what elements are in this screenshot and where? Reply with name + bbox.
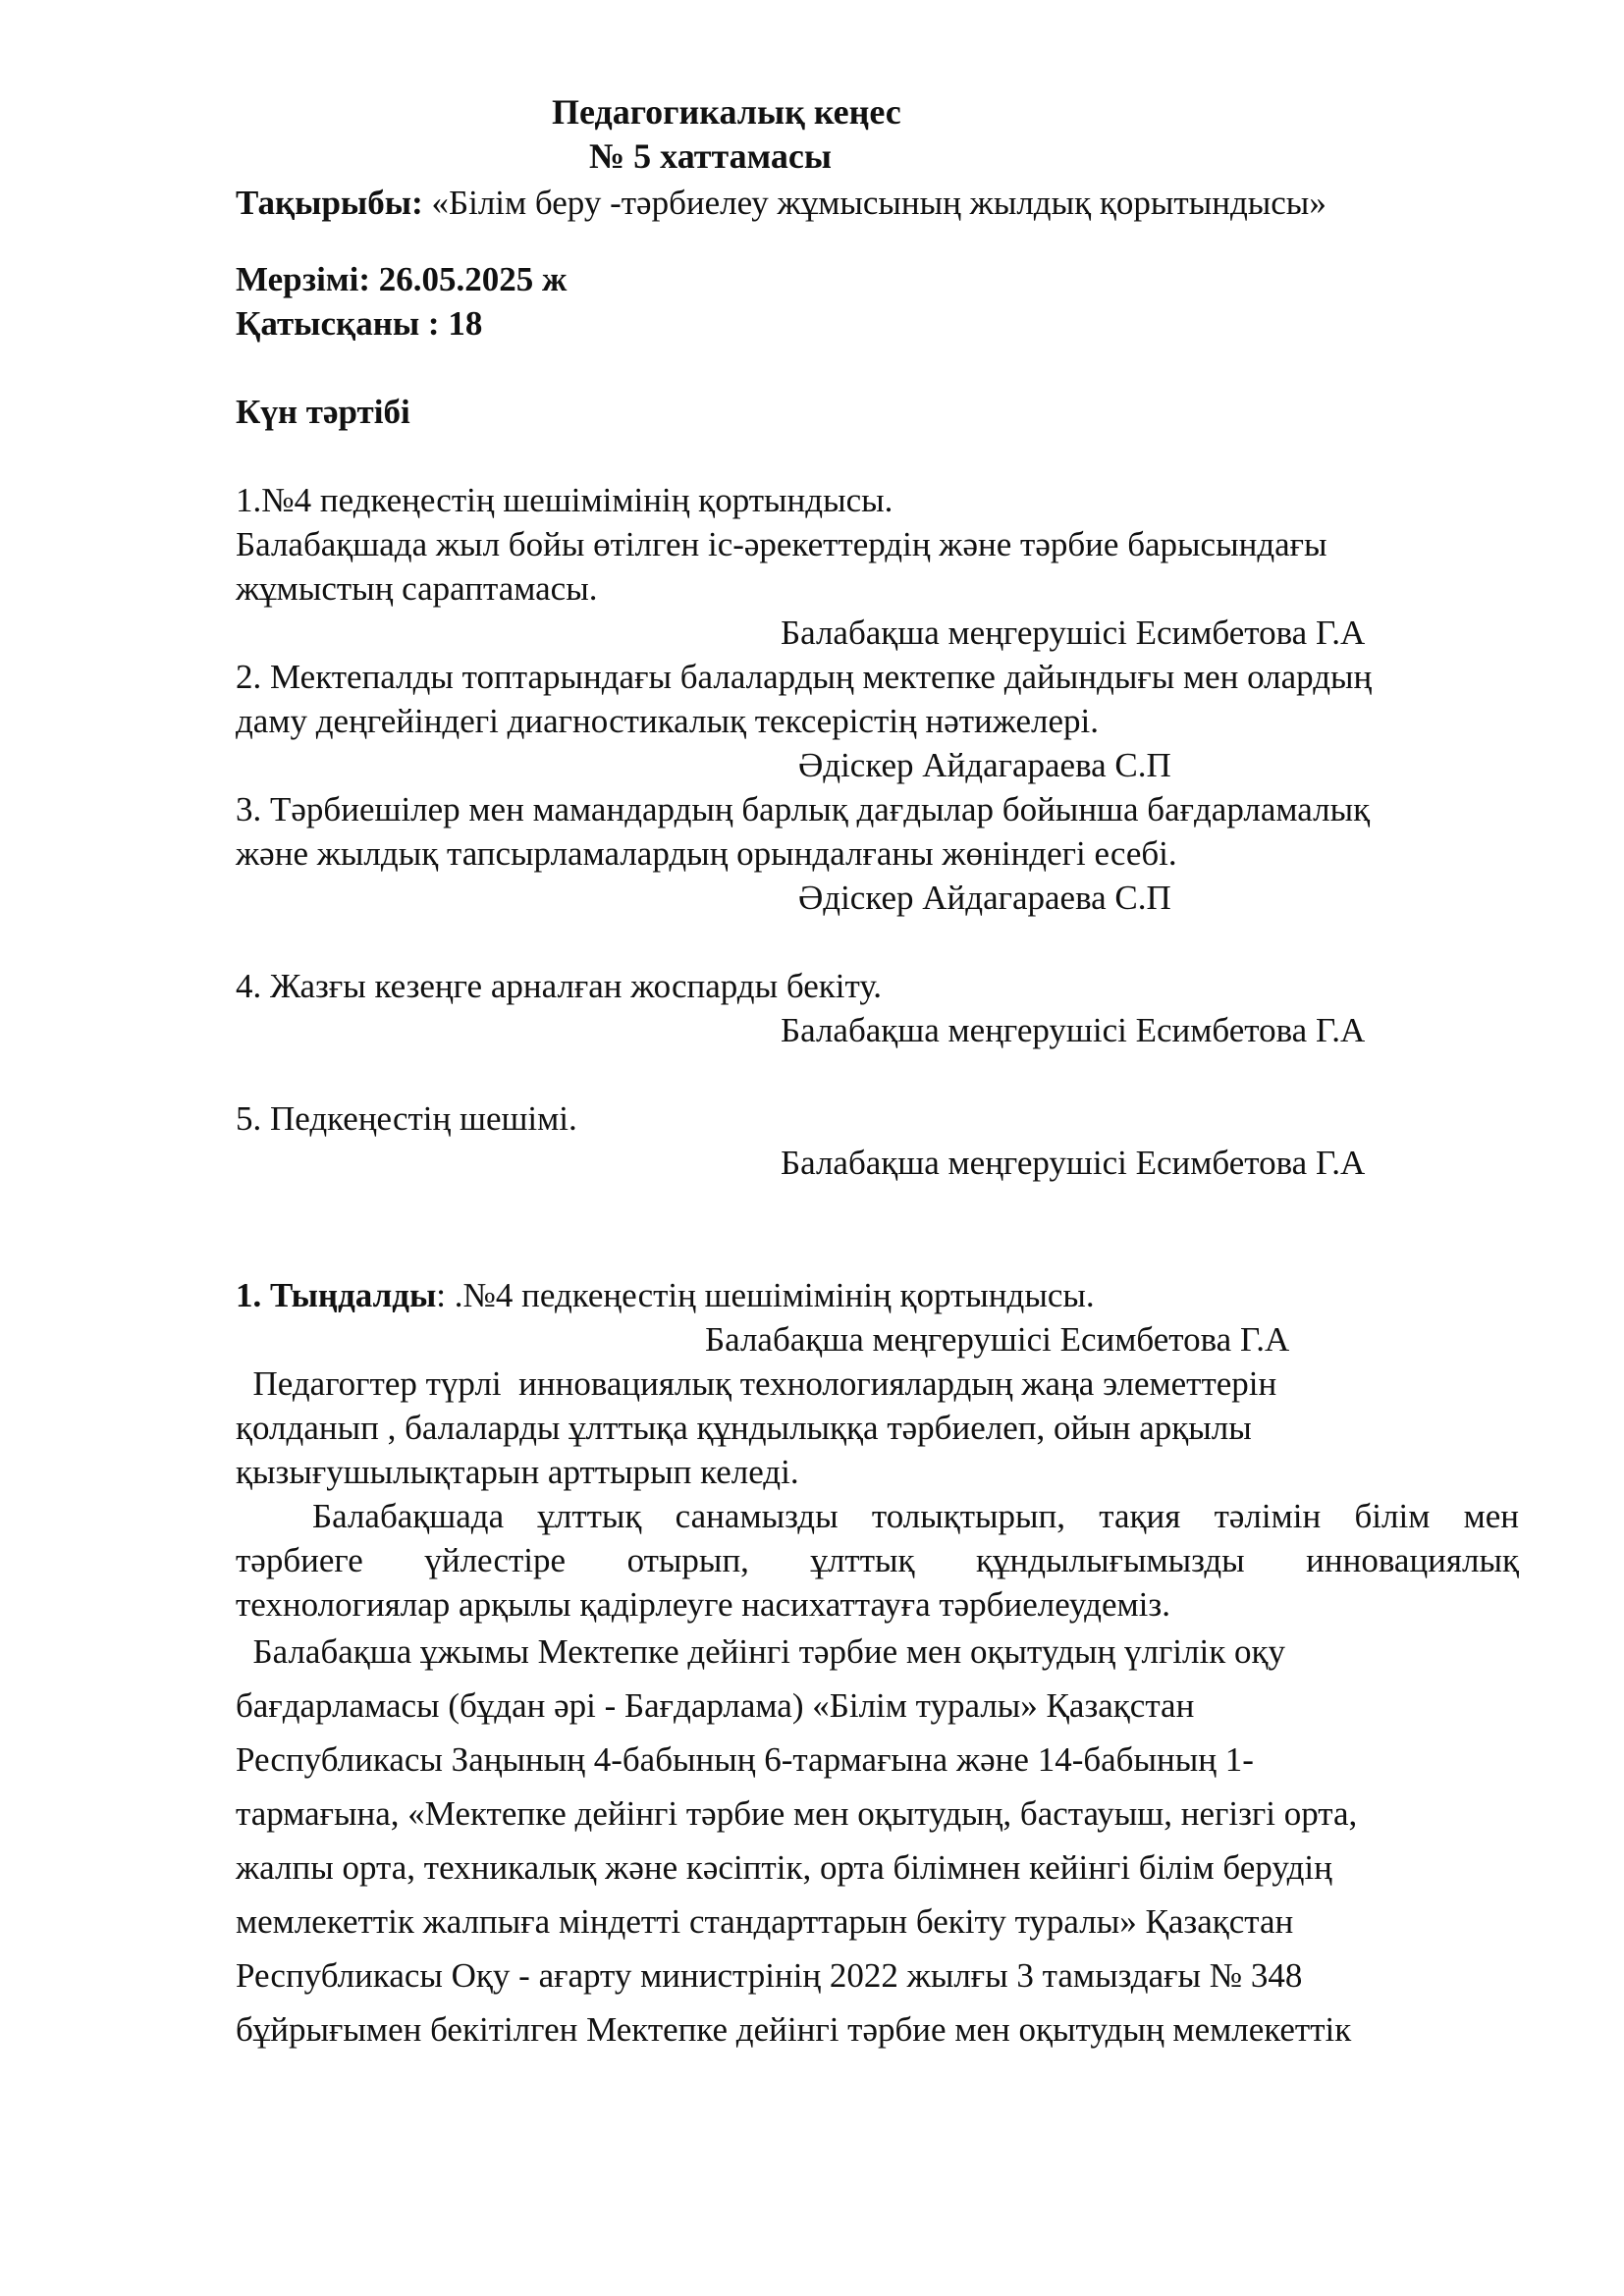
- agenda-item-4-line-1: 4. Жазғы кезеңге арналған жоспарды бекіту.: [236, 967, 883, 1005]
- paragraph-3-line-1: Балабақша ұжымы Мектепке дейінгі тәрбие мен оқытудың үлгілік оқу: [236, 1632, 1285, 1671]
- agenda-item-2-line-1: 2. Мектепалды топтарындағы балалардың мектепке дайындығы мен олардың: [236, 658, 1373, 696]
- agenda-item-3-responsible: Әдіскер Айдагараева С.П: [798, 879, 1171, 917]
- paragraph-2-line-2: тәрбиеге үйлестіре отырып, ұлттық құндылығымызды инновациялық: [236, 1541, 1519, 1579]
- topic-line: [236, 181, 1326, 225]
- paragraph-3-line-3: Республикасы Заңының 4-бабының 6-тармағына және 14-бабының 1-: [236, 1740, 1254, 1779]
- paragraph-3-line-4: тармағына, «Мектепке дейінгі тәрбие мен оқытудың, бастауыш, негізгі орта,: [236, 1794, 1358, 1833]
- meeting-date: Мерзімі: 26.05.2025 ж: [236, 260, 568, 298]
- agenda-item-3-line-2: және жылдық тапсырламалардың орындалғаны жөніндегі есебі.: [236, 834, 1177, 873]
- paragraph-3-line-6: мемлекеттік жалпыға міндетті стандарттарын бекіту туралы» Қазақстан: [236, 1902, 1294, 1941]
- agenda-item-1-responsible: Балабақша меңгерушісі Есимбетова Г.А: [781, 614, 1366, 652]
- agenda-item-4-responsible: Балабақша меңгерушісі Есимбетова Г.А: [781, 1011, 1366, 1049]
- agenda-item-3-line-1: 3. Тәрбиешілер мен мамандардың барлық дағдылар бойынша бағдарламалық: [236, 790, 1371, 828]
- paragraph-1-line-3: қызығушылықтарын арттырып келеді.: [236, 1453, 799, 1491]
- agenda-item-1-line-1: 1.№4 педкеңестің шешімімінің қортындысы.: [236, 481, 893, 519]
- topic-text: «Білім беру -тәрбиелеу жұмысының жылдық қорытындысы»: [431, 184, 1326, 222]
- paragraph-3-line-5: жалпы орта, техникалық және кәсіптік, орта білімнен кейінгі білім берудің: [236, 1848, 1332, 1887]
- paragraph-3-line-8: бұйрығымен бекітілген Мектепке дейінгі тәрбие мен оқытудың мемлекеттік: [236, 2010, 1352, 2049]
- protocol-number: № 5 хаттамасы: [589, 136, 832, 176]
- agenda-item-2-line-2: даму деңгейіндегі диагностикалық тексерістің нәтижелері.: [236, 702, 1099, 740]
- agenda-item-5-responsible: Балабақша меңгерушісі Есимбетова Г.А: [781, 1144, 1366, 1182]
- paragraph-2-line-3: технологиялар арқылы қадірлеуге насихаттауға тәрбиелеудеміз.: [236, 1585, 1170, 1624]
- paragraph-3-line-2: бағдарламасы (бұдан әрі - Бағдарлама) «Білім туралы» Қазақстан: [236, 1686, 1195, 1725]
- doc-title: Педагогикалық кеңес: [552, 92, 901, 132]
- agenda-item-5-line-1: 5. Педкеңестің шешімі.: [236, 1099, 577, 1138]
- heard-responsible: Балабақша меңгерушісі Есимбетова Г.А: [705, 1320, 1290, 1359]
- agenda-item-2-responsible: Әдіскер Айдагараева С.П: [798, 746, 1171, 784]
- agenda-item-1-line-2: Балабақшада жыл бойы өтілген іс-әрекеттердің және тәрбие барысындағы: [236, 525, 1327, 563]
- paragraph-3-line-7: Республикасы Оқу - ағарту министрінің 2022 жылғы 3 тамыздағы № 348: [236, 1956, 1303, 1995]
- heard-label: 1. Тыңдалды: [236, 1276, 437, 1314]
- paragraph-2-line-1: Балабақшада ұлттық санамызды толықтырып, тақия тәлімін білім мен: [312, 1497, 1519, 1535]
- paragraph-1-line-2: қолданып , балаларды ұлттықа құндылыққа тәрбиелеп, ойын арқылы: [236, 1409, 1252, 1447]
- heard-line: [236, 1273, 1095, 1317]
- agenda-heading: Күн тәртібі: [236, 393, 410, 431]
- heard-text: : .№4 педкеңестің шешімімінің қортындысы.: [436, 1276, 1095, 1314]
- paragraph-1-line-1: Педагогтер түрлі инновациялық технологиялардың жаңа элеметтерін: [236, 1364, 1277, 1403]
- topic-label: Тақырыбы:: [236, 184, 423, 222]
- attendance-count: Қатысқаны : 18: [236, 304, 483, 343]
- agenda-item-1-line-3: жұмыстың сараптамасы.: [236, 569, 598, 608]
